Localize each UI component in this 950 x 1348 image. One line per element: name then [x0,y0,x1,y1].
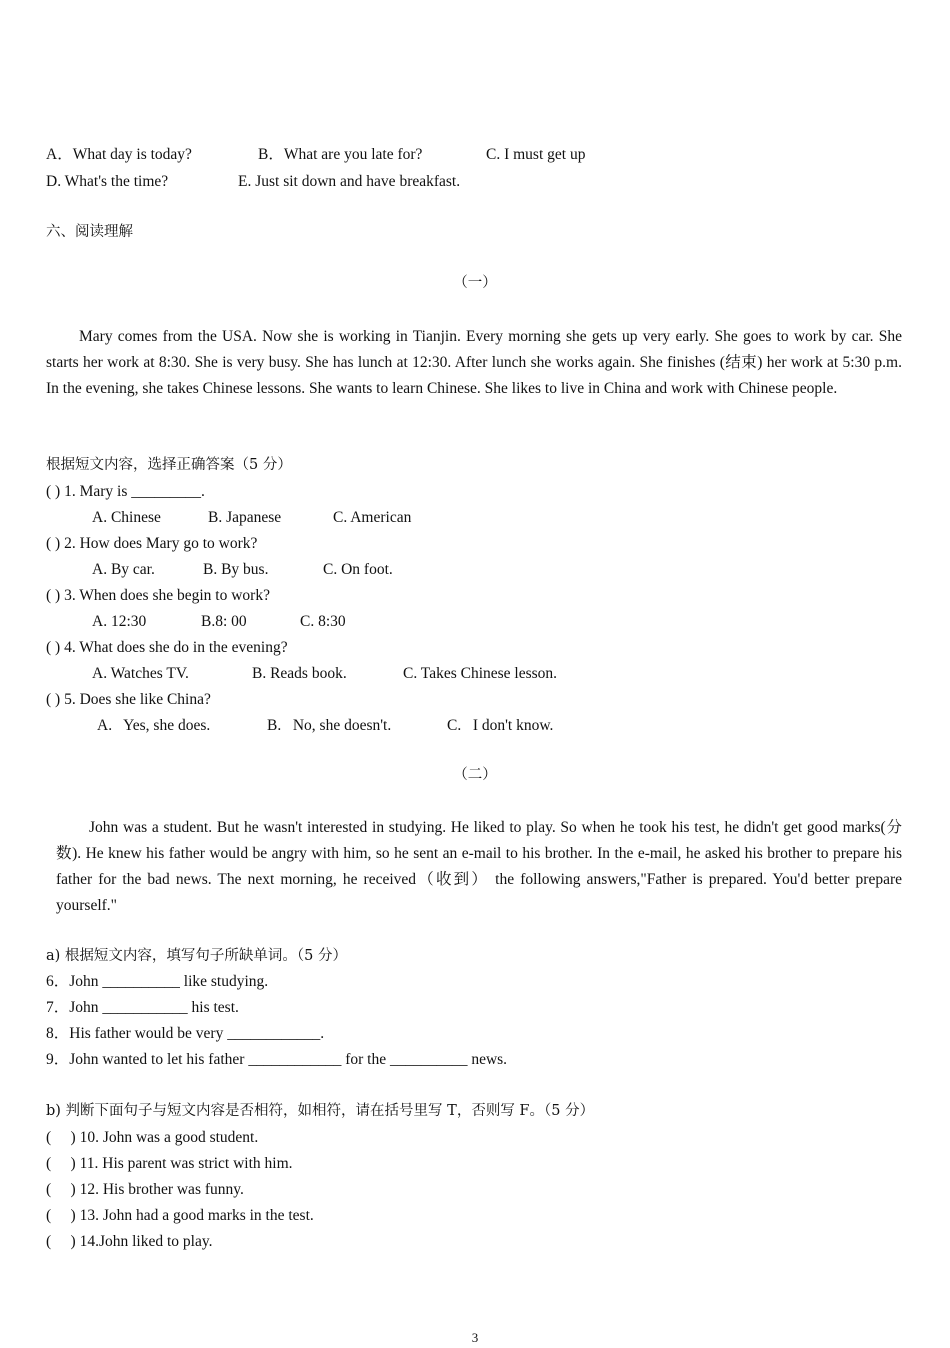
question-2-option-a: A. By car. [92,561,155,578]
question-3-option-b: B.8: 00 [201,613,247,630]
question-4-option-b: B. Reads book. [252,665,347,682]
fill-item-8: 8．His father would be very ____________. [46,1025,325,1042]
question-3-stem: ( ) 3. When does she begin to work? [46,587,270,604]
question-4-stem: ( ) 4. What does she do in the evening? [46,639,288,656]
judge-item-10: ( ) 10. John was a good student. [46,1129,259,1146]
question-2-option-c: C. On foot. [323,561,393,578]
question-2-option-b: B. By bus. [203,561,269,578]
question-1-option-b: B. Japanese [208,509,282,526]
option-e: E. Just sit down and have breakfast. [238,173,461,190]
judge-item-11: ( ) 11. His parent was strict with him. [46,1155,293,1172]
part-a-instruction: a) 根据短文内容，填写句子所缺单词。（5 分） [46,948,347,964]
option-a: A．What day is today? [46,146,192,163]
passage2-label: （二） [453,767,497,783]
passage1-label: （一） [453,275,497,291]
question-1-stem: ( ) 1. Mary is _________. [46,483,205,500]
page-number: 3 [471,1330,479,1345]
question-5-stem: ( ) 5. Does she like China? [46,691,211,708]
passage1-instruction: 根据短文内容，选择正确答案（5 分） [46,457,292,473]
passage1-paragraph: Mary comes from the USA. Now she is working in Tianjin. Every morning she gets up very early. She goes to work by car. She starts her work at 8:30. She is very busy. She has lunch at 12:30. After lunch she works again. She finishes (结束) her work at 5:30 p.m. In the evening, she takes Chinese lessons. She wants to learn Chinese. She likes to live in China and work with Chinese people. [46,328,902,397]
part-b-instruction: b) 判断下面句子与短文内容是否相符，如相符，请在括号里写 T，否则写 F。（5 分） [46,1103,595,1119]
question-3-option-c: C. 8:30 [300,613,346,630]
passage1-text [46,324,902,402]
question-2-stem: ( ) 2. How does Mary go to work? [46,535,258,552]
question-1-option-c: C. American [333,509,412,526]
passage2-paragraph: John was a student. But he wasn't interested in studying. He liked to play. So when he took his test, he didn't get good marks(分数). He knew his father would be angry with him, so he sent an e-mail to his brother. In the e-mail, he asked his brother to prepare his father for the bad news. The next morning, he received（收到） the following answers,"Father is prepared. You'd better prepare yourself." [56,819,902,914]
question-3-option-a: A. 12:30 [92,613,147,630]
question-5-option-c: C. I don't know. [447,717,554,734]
question-4-option-a: A. Watches TV. [92,665,189,682]
option-d: D. What's the time? [46,173,169,190]
fill-item-6: 6．John __________ like studying. [46,973,269,990]
option-b: B．What are you late for? [258,146,423,163]
section-title: 六、阅读理解 [46,224,133,240]
fill-item-9: 9．John wanted to let his father ____________ for the __________ news. [46,1051,508,1068]
question-4-option-c: C. Takes Chinese lesson. [403,665,558,682]
question-5-option-a: A. Yes, she does. [97,717,211,734]
option-c: C. I must get up [486,146,586,163]
question-5-option-b: B. No, she doesn't. [267,717,392,734]
fill-item-7: 7．John ___________ his test. [46,999,239,1016]
judge-item-12: ( ) 12. His brother was funny. [46,1181,244,1198]
judge-item-14: ( ) 14.John liked to play. [46,1233,213,1250]
passage2-text [56,815,902,919]
question-1-option-a: A. Chinese [92,509,161,526]
judge-item-13: ( ) 13. John had a good marks in the test. [46,1207,314,1224]
